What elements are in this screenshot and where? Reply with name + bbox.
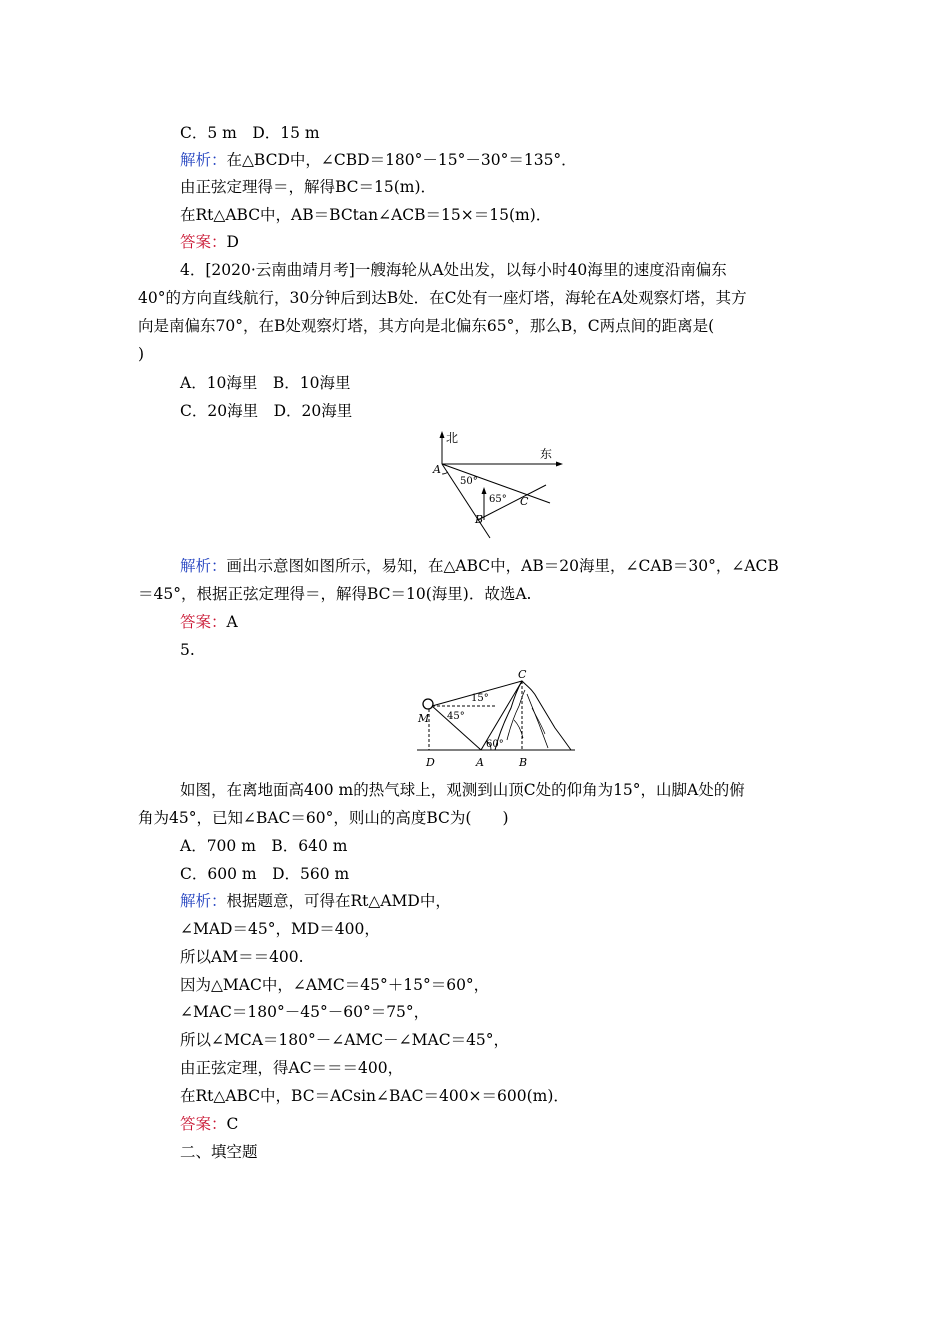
section-heading: 二、填空题 bbox=[180, 1143, 258, 1161]
q3-answer-value: D bbox=[226, 233, 239, 251]
daan-label: 答案： bbox=[180, 1115, 227, 1133]
q3-answer bbox=[180, 232, 239, 252]
q3-solution-line3: 在Rt△ABC中，AB＝BCtan∠ACB＝15×＝15(m)． bbox=[180, 206, 552, 224]
q4-stem-line1: 4．[2020·云南曲靖月考]一艘海轮从A处出发，以每小时40海里的速度沿南偏东 bbox=[180, 261, 727, 279]
point-c-label: C bbox=[520, 495, 529, 508]
point-a-label: A bbox=[476, 756, 484, 769]
q4-answer bbox=[180, 612, 238, 632]
mountain-outline bbox=[495, 681, 571, 750]
angle-60-label: 60° bbox=[486, 739, 504, 750]
q4-solution-text1: 画出示意图如图所示，易知，在△ABC中，AB＝20海里，∠CAB＝30°，∠ACB bbox=[226, 557, 779, 575]
q4-stem-line3: 向是南偏东70°，在B处观察灯塔，其方向是北偏东65°，那么B，C两点间的距离是( bbox=[138, 317, 715, 335]
q5-answer-value: C bbox=[226, 1115, 239, 1133]
q3-solution-text1: 在△BCD中，∠CBD＝180°－15°－30°＝135°． bbox=[226, 151, 577, 169]
point-m-label: M bbox=[418, 712, 430, 725]
east-arrowhead bbox=[556, 462, 563, 467]
point-b-label: B bbox=[519, 756, 528, 769]
point-d-label: D bbox=[426, 756, 435, 769]
q4-options-ab: A．10海里 B．10海里 bbox=[180, 374, 351, 392]
q5-solution-line3: 因为△MAC中，∠AMC＝45°＋15°＝60°， bbox=[180, 976, 490, 994]
jiexi-label: 解析： bbox=[180, 151, 227, 169]
q5-stem-line2: 角为45°，已知∠BAC＝60°，则山的高度BC为( ) bbox=[138, 809, 509, 827]
q5-solution-line5: 所以∠MCA＝180°－∠AMC－∠MAC＝45°， bbox=[180, 1031, 510, 1049]
angle-15-label: 15° bbox=[471, 693, 489, 704]
q5-solution-line4: ∠MAC＝180°－45°－60°＝75°， bbox=[180, 1003, 430, 1021]
angle-50-label: 50° bbox=[460, 476, 478, 487]
angle-45-label: 45° bbox=[447, 711, 465, 722]
daan-label: 答案： bbox=[180, 233, 227, 251]
q5-solution-line7: 在Rt△ABC中，BC＝ACsin∠BAC＝400×＝600(m)． bbox=[180, 1087, 569, 1105]
jiexi-label: 解析： bbox=[180, 557, 227, 575]
q4-stem-line4: ) bbox=[138, 345, 145, 363]
point-c-label: C bbox=[518, 668, 527, 681]
q5-solution-line6: 由正弦定理，得AC＝＝＝400， bbox=[180, 1059, 404, 1077]
q5-solution-text0: 根据题意，可得在Rt△AMD中， bbox=[226, 892, 451, 910]
q5-options-ab: A．700 m B．640 m bbox=[180, 837, 348, 855]
q4-stem-line2: 40°的方向直线航行，30分钟后到达B处．在C处有一座灯塔，海轮在A处观察灯塔，其方 bbox=[138, 289, 747, 307]
north-arrowhead bbox=[440, 431, 445, 438]
q5-solution-line1: ∠MAD＝45°，MD＝400， bbox=[180, 920, 380, 938]
angle-65-label: 65° bbox=[489, 494, 507, 505]
balloon-icon bbox=[423, 699, 433, 709]
q4-answer-value: A bbox=[226, 613, 238, 631]
mountain-ridge-3 bbox=[514, 708, 545, 738]
jiexi-label: 解析： bbox=[180, 892, 227, 910]
point-b-label: B bbox=[475, 513, 484, 526]
q5-solution-line0 bbox=[180, 891, 451, 911]
mountain-ridge-2 bbox=[527, 694, 548, 748]
q3-options-cd: C．5 m D．15 m bbox=[180, 124, 320, 142]
q5-figure bbox=[415, 668, 580, 773]
q5-answer bbox=[180, 1114, 238, 1134]
q4-options-cd: C．20海里 D．20海里 bbox=[180, 402, 353, 420]
q5-stem-line1: 如图，在离地面高400 m的热气球上，观测到山顶C处的仰角为15°，山脚A处的俯 bbox=[180, 781, 745, 799]
q5-solution-line2: 所以AM＝＝400. bbox=[180, 948, 304, 966]
north-at-b-arrowhead bbox=[482, 487, 487, 494]
north-label: 北 bbox=[446, 431, 459, 445]
q4-solution-line1 bbox=[180, 556, 779, 576]
east-label: 东 bbox=[540, 447, 553, 461]
q3-solution-line2: 由正弦定理得＝，解得BC＝15(m)． bbox=[180, 178, 437, 196]
q3-solution-line1 bbox=[180, 150, 577, 170]
angle-arc-a bbox=[442, 472, 448, 474]
daan-label: 答案： bbox=[180, 613, 227, 631]
q5-options-cd: C．600 m D．560 m bbox=[180, 865, 350, 883]
q5-number: 5. bbox=[180, 641, 195, 659]
q4-figure bbox=[420, 428, 570, 543]
point-a-label: A bbox=[433, 463, 441, 476]
q4-solution-line2: ＝45°，根据正弦定理得＝，解得BC＝10(海里)．故选A. bbox=[138, 585, 532, 603]
